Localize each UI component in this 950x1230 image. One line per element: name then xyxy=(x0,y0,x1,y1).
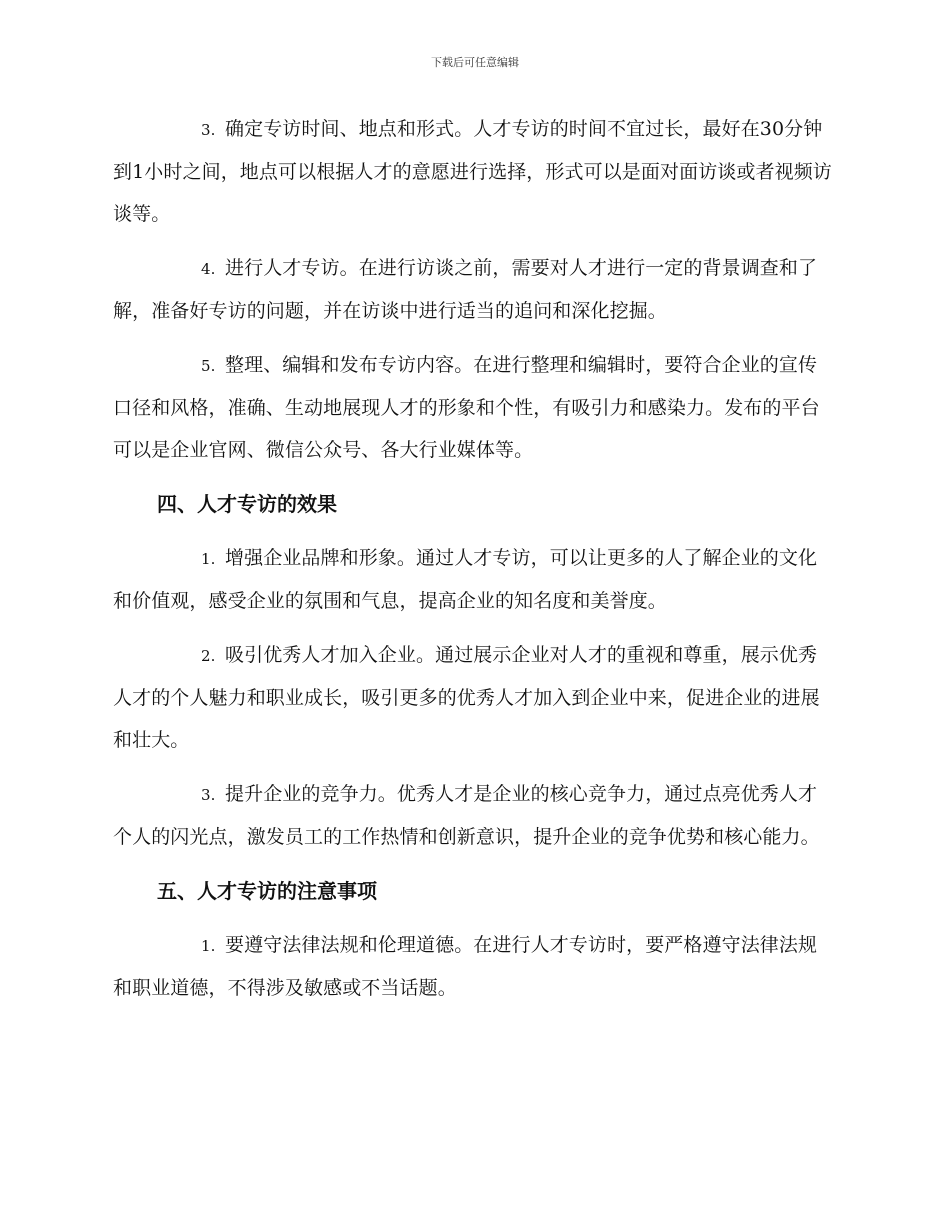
list-item xyxy=(113,634,833,761)
list-item xyxy=(113,773,833,858)
item-number: 4. xyxy=(201,260,216,278)
list-item xyxy=(113,247,833,332)
list-item xyxy=(113,537,833,622)
item-number: 2. xyxy=(201,647,216,665)
section-heading-effects: 四、人才专访的效果 xyxy=(157,492,337,516)
item-text: 整理、编辑和发布专访内容。在进行整理和编辑时，要符合企业的宣传口径和风格，准确、生动地展现人才的形象和个性，有吸引力和感染力。发布的平台可以是企业官网、微信公众号、各大行业媒体等。 xyxy=(113,354,820,461)
item-text: 增强企业品牌和形象。通过人才专访，可以让更多的人了解企业的文化和价值观，感受企业的氛围和气息，提高企业的知名度和美誉度。 xyxy=(113,547,818,612)
item-text: 吸引优秀人才加入企业。通过展示企业对人才的重视和尊重，展示优秀人才的个人魅力和职业成长，吸引更多的优秀人才加入到企业中来，促进企业的进展和壮大。 xyxy=(113,644,820,751)
item-text: 要遵守法律法规和伦理道德。在进行人才专访时，要严格遵守法律法规和职业道德，不得涉及敏感或不当话题。 xyxy=(113,934,818,999)
list-item xyxy=(113,344,833,471)
item-number: 3. xyxy=(201,121,216,139)
item-text: 进行人才专访。在进行访谈之前，需要对人才进行一定的背景调查和了解，准备好专访的问题，并在访谈中进行适当的追问和深化挖掘。 xyxy=(113,257,818,322)
list-item xyxy=(113,924,833,1009)
item-number: 5. xyxy=(201,357,216,375)
section-heading-notes: 五、人才专访的注意事项 xyxy=(157,879,377,903)
list-item xyxy=(113,108,833,235)
document-body xyxy=(113,108,833,1021)
item-number: 1. xyxy=(201,550,216,568)
item-number: 3. xyxy=(201,786,216,804)
item-text: 提升企业的竞争力。优秀人才是企业的核心竞争力，通过点亮优秀人才个人的闪光点，激发员工的工作热情和创新意识，提升企业的竞争优势和核心能力。 xyxy=(113,783,820,848)
item-number: 1. xyxy=(201,937,216,955)
item-text: 确定专访时间、地点和形式。人才专访的时间不宜过长，最好在30分钟到1小时之间，地点可以根据人才的意愿进行选择，形式可以是面对面访谈或者视频访谈等。 xyxy=(113,118,832,225)
page-header: 下载后可任意编辑 xyxy=(431,56,519,69)
